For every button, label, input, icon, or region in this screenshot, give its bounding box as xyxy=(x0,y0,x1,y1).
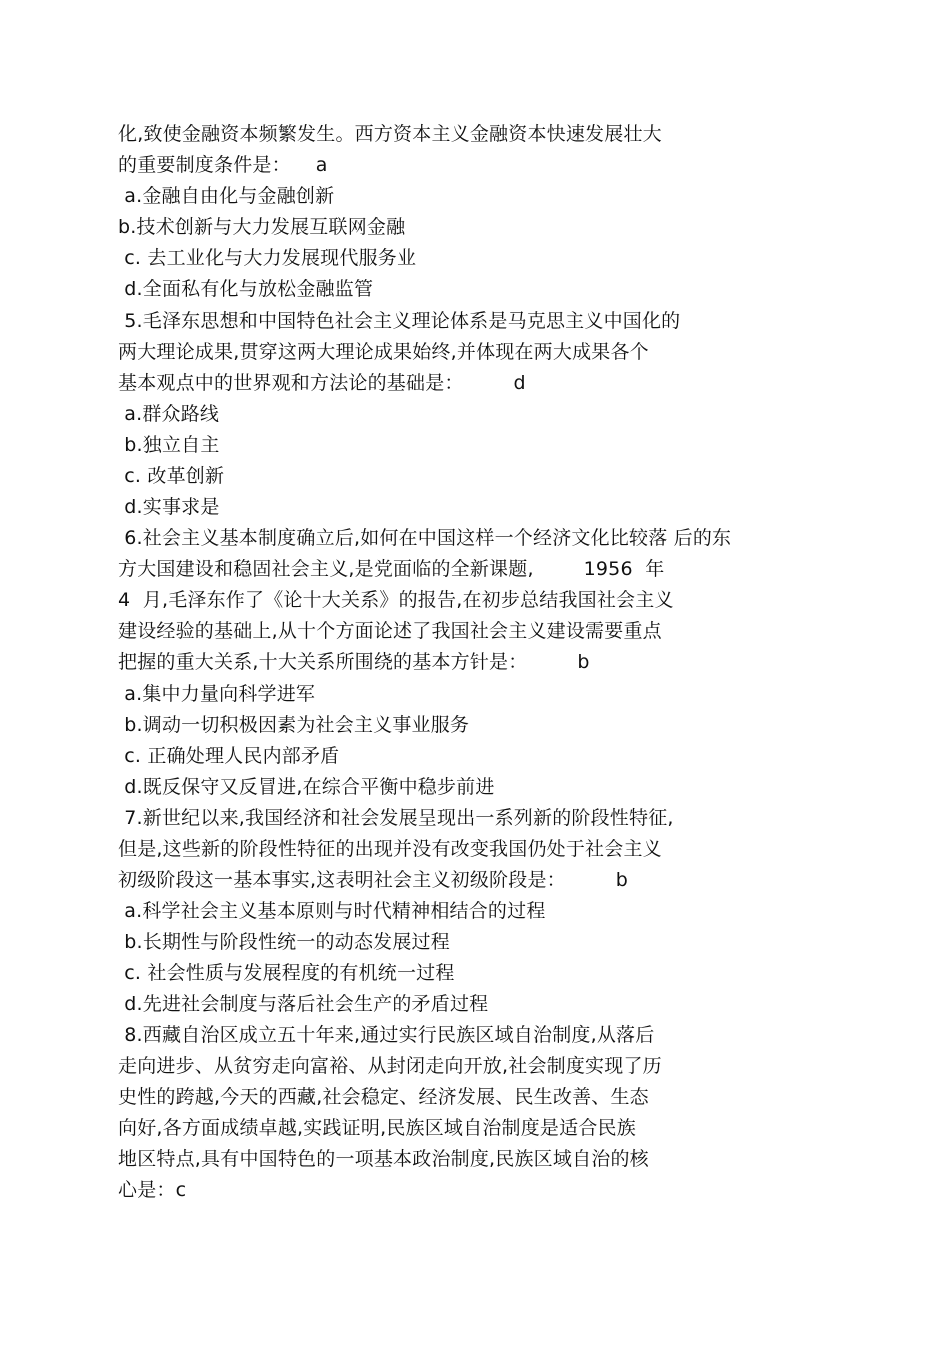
text-line: 化,致使金融资本频繁发生。西方资本主义金融资本快速发展壮大 xyxy=(118,123,662,145)
text-line: 8.西藏自治区成立五十年来,通过实行民族区域自治制度,从落后 xyxy=(118,1024,655,1046)
text-line: d.实事求是 xyxy=(118,496,220,518)
text-line: 把握的重大关系,十大关系所围绕的基本方针是： b xyxy=(118,651,590,673)
text-line: a.集中力量向科学进军 xyxy=(118,683,316,705)
text-line: b.独立自主 xyxy=(118,434,220,456)
text-line: 地区特点,具有中国特色的一项基本政治制度,民族区域自治的核 xyxy=(118,1148,649,1170)
text-line: 但是,这些新的阶段性特征的出现并没有改变我国仍处于社会主义 xyxy=(118,838,662,860)
text-line: d.既反保守又反冒进,在综合平衡中稳步前进 xyxy=(118,776,495,798)
text-line: c. 正确处理人民内部矛盾 xyxy=(118,745,340,767)
text-line: 建设经验的基础上,从十个方面论述了我国社会主义建设需要重点 xyxy=(118,620,662,642)
text-line: 心是：c xyxy=(118,1179,187,1201)
text-line: b.调动一切积极因素为社会主义事业服务 xyxy=(118,714,470,736)
text-line: 5.毛泽东思想和中国特色社会主义理论体系是马克思主义中国化的 xyxy=(118,310,681,332)
text-line: 向好,各方面成绩卓越,实践证明,民族区域自治制度是适合民族 xyxy=(118,1117,636,1139)
text-line: a.科学社会主义基本原则与时代精神相结合的过程 xyxy=(118,900,546,922)
text-line: b.长期性与阶段性统一的动态发展过程 xyxy=(118,931,450,953)
text-line: 初级阶段这一基本事实,这表明社会主义初级阶段是： b xyxy=(118,869,629,891)
text-line: a.群众路线 xyxy=(118,403,220,425)
text-line: 两大理论成果,贯穿这两大理论成果始终,并体现在两大成果各个 xyxy=(118,341,649,363)
text-line: c. 改革创新 xyxy=(118,465,225,487)
text-line: 史性的跨越,今天的西藏,社会稳定、经济发展、民生改善、生态 xyxy=(118,1086,649,1108)
text-line: 走向进步、从贫穷走向富裕、从封闭走向开放,社会制度实现了历 xyxy=(118,1055,662,1077)
text-line: c. 社会性质与发展程度的有机统一过程 xyxy=(118,962,455,984)
text-line: 4 月,毛泽东作了《论十大关系》的报告,在初步总结我国社会主义 xyxy=(118,589,674,611)
text-line: d.先进社会制度与落后社会生产的矛盾过程 xyxy=(118,993,489,1015)
text-line: d.全面私有化与放松金融监管 xyxy=(118,278,374,300)
text-line: b.技术创新与大力发展互联网金融 xyxy=(118,216,406,238)
text-line: 6.社会主义基本制度确立后,如何在中国这样一个经济文化比较落 后的东 xyxy=(118,527,732,549)
text-line: 基本观点中的世界观和方法论的基础是： d xyxy=(118,372,526,394)
text-line: c. 去工业化与大力发展现代服务业 xyxy=(118,247,417,269)
text-line: a.金融自由化与金融创新 xyxy=(118,185,335,207)
text-line: 方大国建设和稳固社会主义,是党面临的全新课题, 1956 年 xyxy=(118,558,665,580)
text-line: 的重要制度条件是： a xyxy=(118,154,328,176)
text-line: 7.新世纪以来,我国经济和社会发展呈现出一系列新的阶段性特征, xyxy=(118,807,674,829)
